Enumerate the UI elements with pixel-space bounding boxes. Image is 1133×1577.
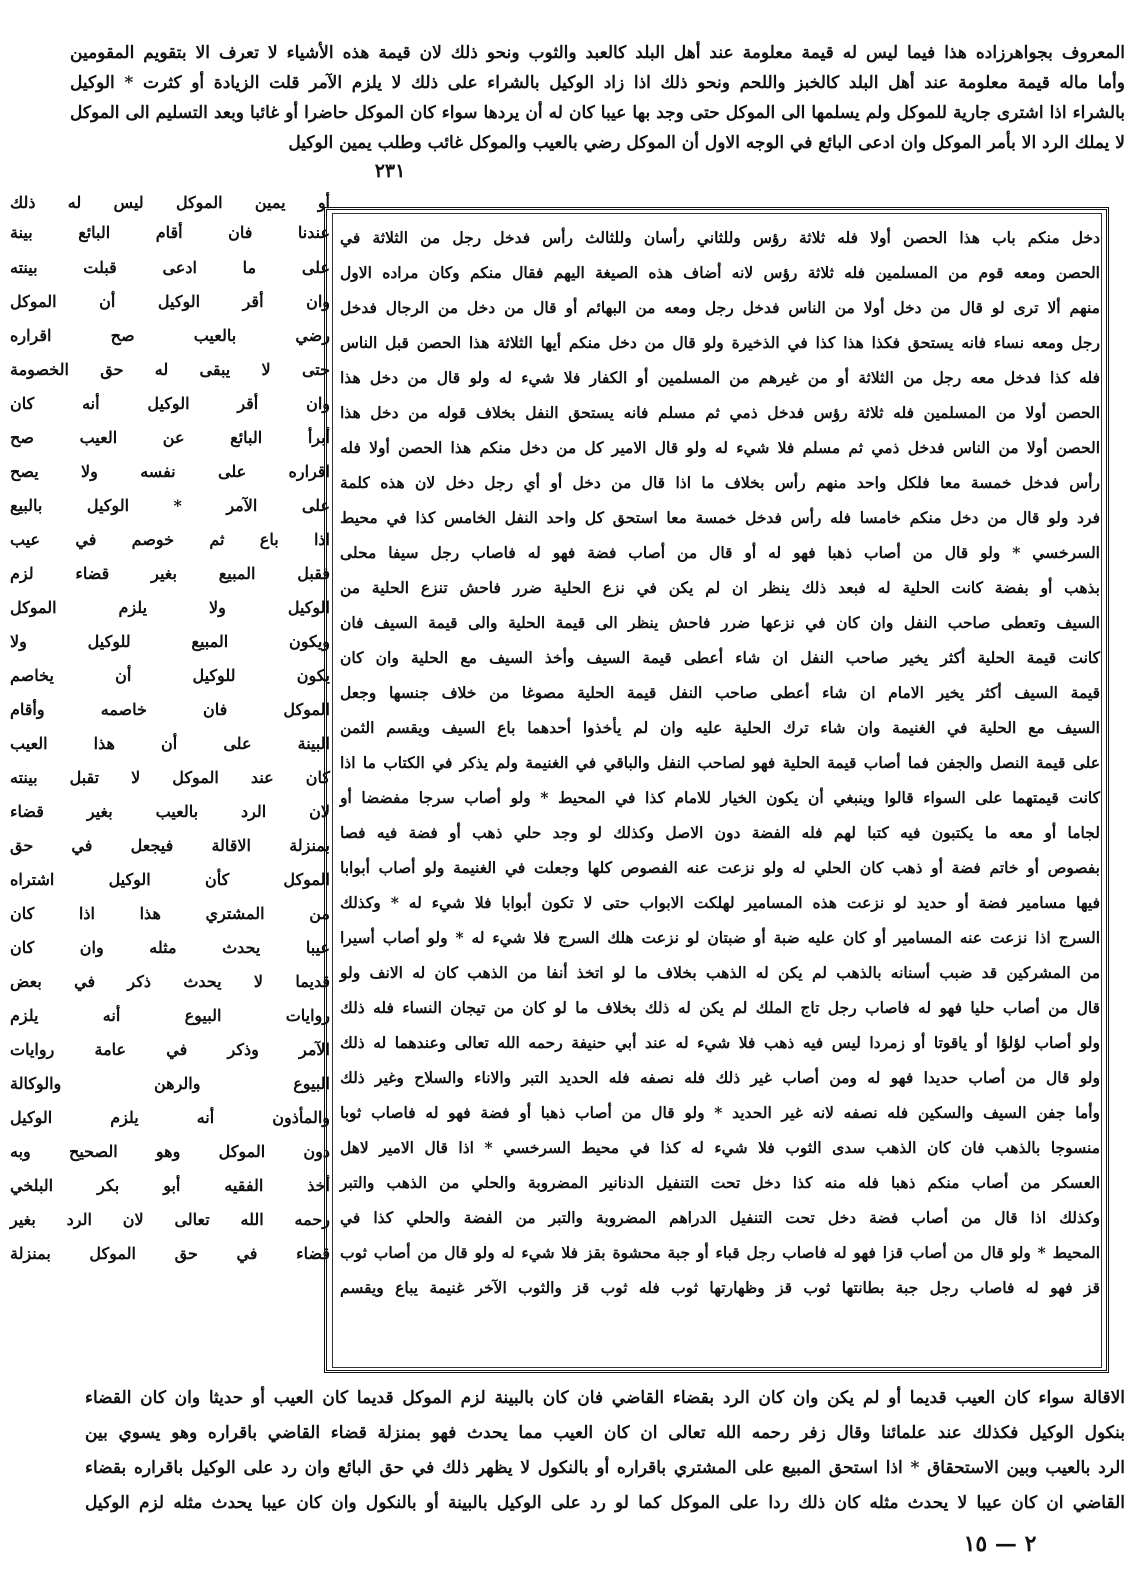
box-line: رجل ومعه نساء فانه يستحق فكذا هذا كذا في الذخيرة ولو قال من دخل منكم أيها الثلاثة هذا الحصن قبل الناس [340,333,1100,352]
box-line: السيف وتعطى صاحب النفل وان كان في نزعها ضرر فاحش ينظر الى قيمة الحلية والى قيمة السيف فان [340,613,1100,632]
box-line: من المشركين قد ضبب أسنانه بالذهب لم يكن له الذهب بخلاف ما لو اتخذ أنفا من الذهب كان له الانف ولو [340,963,1100,982]
box-line: فيها مسامير فضة أو حديد لو نزعت هذه المسامير لهلكت الابواب حتى لا تكون أبوابا فلا شيء له * وكذلك [340,893,1100,912]
margin-line: يكون للوكيل أن يخاصم [10,666,330,685]
margin-line: أخذ الفقيه أبو بكر البلخي [10,1176,330,1195]
bottom-line: بنكول الوكيل فكذلك عند علمائنا وقال زفر رحمه الله تعالى ان كان العيب مما يحدث فهو بمنزلة قضاء القاضي باقراره وهو يسوي بين [85,1423,1125,1443]
box-line: منهم ألا ترى لو قال من دخل أولا من الناس فدخل رجل ومعه من البهائم أو قال من دخل من الرجال فدخل [340,298,1100,317]
margin-line: اقراره على نفسه ولا يصح [10,462,330,481]
margin-line: وان أقر الوكيل أن الموكل [10,292,330,311]
box-line: منسوجا بالذهب فان كان الذهب سدى الثوب فلا شيء له كذا في محيط السرخسي * اذا قال الامير لاهل [340,1138,1100,1157]
margin-line: دون الموكل وهو الصحيح وبه [10,1142,330,1161]
box-line: ولو أصاب لؤلؤا أو ياقوتا أو زمردا ليس فيه ذهب فلا شيء له عند أبي حنيفة رحمه الله تعالى وعندهما له ذلك [340,1033,1100,1052]
box-line: الحصن أولا من المسلمين فله ثلاثة رؤس فدخل ذمي ثم مسلم فانه يستحق النفل بخلاف قوله من دخل هذا [340,403,1100,422]
top-line: بالشراء اذا اشترى جارية للموكل ولم يسلمها الى الموكل حتى وجد بها عيبا كان له أن يردها سواء كان الموكل حاضرا أو غائبا وبعد التسليم الى الموكل [70,103,1125,123]
margin-line: وان أقر الوكيل أنه كان [10,394,330,413]
margin-line: عيبا يحدث مثله وان كان [10,938,330,957]
box-line: بفصوص أو خاتم فضة أو ذهب كان الحلي له ولو نزعت عنه الفصوص كلها وجعلت في الغنيمة ولو أصاب أبوابا [340,858,1100,877]
box-line: دخل منكم باب هذا الحصن أولا فله ثلاثة رؤس وللثاني رأسان وللثالث رأس فدخل رجل من الثلاثة في [340,228,1100,247]
box-line: المحيط * ولو قال من أصاب قزا فهو له فاصاب رجل قباء أو جبة محشوة بقز فلا شيء له ولو قال من أصاب ثوب [340,1243,1100,1262]
box-line: السرج اذا نزعت عنه المسامير أو كان عليه ضبة أو ضبتان لو نزعت هلك السرج فلا شيء له * ولو أصاب أسيرا [340,928,1100,947]
box-line [340,1308,1100,1337]
margin-line: ويكون المبيع للوكيل ولا [10,632,330,651]
box-line: كانت قيمة الحلية أكثر يخير صاحب النفل ان شاء أعطى قيمة السيف وأخذ السيف مع الحلية وان كان [340,648,1100,667]
box-line: السرخسي * ولو قال من أصاب ذهبا فهو له أو قال من أصاب فضة فهو له فاصاب رجل سيفا محلى [340,543,1100,562]
margin-line: بمنزلة الاقالة فيجعل في حق [10,836,330,855]
margin-line: الآمر وذكر في عامة روايات [10,1040,330,1059]
page-number: ٢٣١ [374,160,406,182]
top-line: لا يملك الرد الا بأمر الموكل وان ادعى البائع في الوجه الاول أن الموكل رضي بالعيب والموكل غائب وطلب يمين الوكيل [288,133,1125,153]
box-line: الحصن ومعه قوم من المسلمين فله ثلاثة رؤس لانه أضاف هذه الصيغة اليهم فقال منكم وكان مراده الاول [340,263,1100,282]
margin-line: أو يمين الموكل ليس له ذلك [10,193,330,212]
margin-line: قديما لا يحدث ذكر في بعض [10,972,330,991]
box-line: ولو قال من أصاب حديدا فهو له ومن أصاب غير ذلك فله نصفه فله الحديد التبر والاناء والسلاح وغير ذلك [340,1068,1100,1087]
top-line: المعروف بجواهرزاده هذا فيما ليس له قيمة معلومة عند أهل البلد كالعبد والثوب ونحو ذلك لان قيمة هذه الأشياء لا تعرف الا بتقويم المقومين [70,43,1125,63]
box-line: الحصن أولا من الناس فدخل ذمي ثم مسلم فلا شيء له ولو قال الامير كل من دخل منكم هذا الحصن أولا فله [340,438,1100,457]
margin-line: لان الرد بالعيب بغير قضاء [10,802,330,821]
margin-line: فقبل المبيع بغير قضاء لزم [10,564,330,583]
box-line: وأما جفن السيف والسكين فله نصفه لانه غير الحديد * ولو قال من أصاب ذهبا أو فضة فهو له فاصاب ثوبا [340,1103,1100,1122]
margin-line: عندنا فان أقام البائع بينة [10,223,330,242]
margin-line: روايات البيوع أنه يلزم [10,1006,330,1025]
box-line: كانت قيمتهما على السواء قالوا وينبغي أن يكون الخيار للامام كذا في المحيط * ولو أصاب سرجا مفضضا أو [340,788,1100,807]
margin-line: الوكيل ولا يلزم الموكل [10,598,330,617]
box-line: قز فهو له فاصاب رجل جبة بطانتها ثوب قز وظهارتها ثوب فله ثوب قز والثوب الآخر غنيمة يباع ويقسم [340,1278,1100,1297]
margin-line: البيوع والرهن والوكالة [10,1074,330,1093]
margin-line: قضاء في حق الموكل بمنزلة [10,1244,330,1263]
box-line: قال من أصاب حليا فهو له فاصاب رجل تاج الملك لم يكن له ذلك بخلاف ما لو كان من تيجان النساء فله ذلك [340,998,1100,1017]
box-line: وكذلك اذا قال من أصاب فضة دخل تحت التنفيل الدراهم المضروبة والتبر من الفضة والحلي كذا في [340,1208,1100,1227]
margin-line: حتى لا يبقى له حق الخصومة [10,360,330,379]
box-line: بذهب أو بفضة كانت الحلية له فبعد ذلك ينظر ان لم يكن في نزع الحلية ضرر فاحش تنزع الحلية من [340,578,1100,597]
bottom-line: الاقالة سواء كان العيب قديما أو لم يكن وان كان الرد بقضاء القاضي فان كان بالبينة لزم الموكل قديما كان العيب أو حديثا وان كان القضاء [85,1388,1125,1408]
box-line: السيف مع الحلية في الغنيمة وان شاء ترك الحلية عليه وان لم يأخذوا أحدهما باع السيف ويقسم الثمن [340,718,1100,737]
margin-line: والمأذون أنه يلزم الوكيل [10,1108,330,1127]
top-line: وأما ماله قيمة معلومة عند أهل البلد كالخبز واللحم ونحو ذلك اذا زاد الوكيل بالشراء على ذلك لا يلزم الآمر قلت الزيادة أو كثرت * الوكيل [70,73,1125,93]
box-line: فله كذا فدخل معه رجل من الثلاثة أو من غيرهم من المسلمين أو الكفار فلا شيء له ولو قال من دخل هذا [340,368,1100,387]
box-line: قيمة السيف أكثر يخير الامام ان شاء أعطى صاحب النفل قيمة الحلية مصوغا من خلاف جنسها وجعل [340,683,1100,702]
signature-mark: ٢ — ١٥ [963,1531,1037,1557]
box-line: فرد ولو قال من دخل منكم خامسا فله رأس فدخل خمسة معا استحق كل واحد النفل الخامس كذا في محيط [340,508,1100,527]
margin-line: من المشتري هذا اذا كان [10,904,330,923]
margin-line: أبرأ البائع عن العيب صح [10,428,330,447]
margin-line: اذا باع ثم خوصم في عيب [10,530,330,549]
margin-line: رحمه الله تعالى لان الرد بغير [10,1210,330,1229]
margin-line: على ما ادعى قبلت بينته [10,258,330,277]
margin-line: رضي بالعيب صح اقراره [10,326,330,345]
margin-line: الموكل كأن الوكيل اشتراه [10,870,330,889]
box-line: لجاما أو معه ما يكتبون فيه كتبا لهم فله الفضة دون الاصل وكذلك لو وجد حلي ذهب أو فضة فيه فصا [340,823,1100,842]
bottom-line: القاضي ان كان عيبا لا يحدث مثله كان ذلك ردا على الموكل كما لو رد على الوكيل بالبينة أو بالنكول وان كان عيبا يحدث مثله لزم الوكيل [85,1493,1125,1513]
margin-line: على الآمر * الوكيل بالبيع [10,496,330,515]
margin-line: البينة على أن هذا العيب [10,734,330,753]
box-line: العسكر من أصاب منكم ذهبا فله منه كذا دخل تحت التنفيل الدنانير المضروبة والحلي من الذهب والتبر [340,1173,1100,1192]
bottom-line: الرد بالعيب وبين الاستحقاق * اذا استحق المبيع على المشتري باقراره أو بالنكول لا يظهر ذلك في حق البائع وان رد على الوكيل باقراره بقضاء [85,1458,1125,1478]
box-line: على قيمة النصل والجفن فما أصاب قيمة الحلية فهو لصاحب النفل والباقي في الغنيمة ولم يذكر في الكتاب ما اذا [340,753,1100,772]
margin-line: الموكل فان خاصمه وأقام [10,700,330,719]
margin-line: كان عند الموكل لا تقبل بينته [10,768,330,787]
box-line: رأس فدخل خمسة معا فلكل واحد منهم رأس بخلاف ما اذا قال من دخل أو أي رجل دخل لان هذه كلمة [340,473,1100,492]
